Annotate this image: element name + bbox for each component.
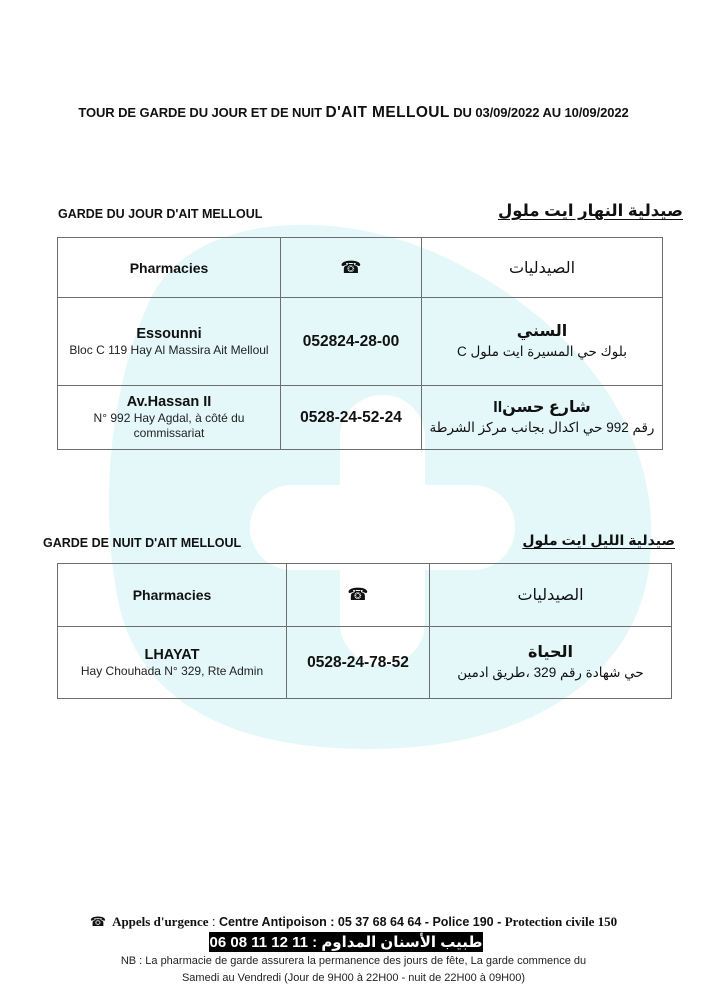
urgence-sep: :: [211, 915, 216, 929]
jour-col-pharmacies-ar: الصيدليات: [422, 238, 663, 298]
telephone-icon: ☎: [340, 257, 362, 277]
pharmacy-cell-ar: [422, 298, 663, 386]
pharmacy-address: Bloc C 119 Hay Al Massira Ait Melloul: [69, 342, 269, 357]
pharmacy-name: Av.Hassan II: [126, 394, 212, 410]
protection-civile-number: Protection civile 150: [504, 914, 618, 929]
title-city: D'AIT MELLOUL: [325, 104, 450, 121]
jour-header-row: [58, 238, 663, 298]
pharmacy-name-ar: شارع حسنII: [493, 399, 591, 416]
pharmacy-address-ar: حي شهادة رقم 329 ،طريق ادمين: [457, 665, 644, 680]
pharmacy-cell-ar: [422, 386, 663, 450]
nuit-col-phone: [287, 564, 430, 627]
phone-cell: [281, 298, 422, 386]
phone-book-icon: ☎: [89, 914, 107, 929]
pharmacy-phone: 052824-28-00: [302, 332, 400, 350]
footnote-line-2: Samedi au Vendredi (Jour de 9H00 à 22H00 - nuit de 22H00 à 09H00): [181, 972, 526, 984]
footnote-line-1: NB : La pharmacie de garde assurera la permanence des jours de fête, La garde commence du: [120, 955, 587, 967]
pharmacy-name-ar: السني: [516, 323, 568, 340]
pharmacy-name: Essounni: [136, 325, 202, 342]
table-row: [58, 298, 663, 386]
phone-cell: [287, 627, 430, 699]
jour-col-pharmacies: Pharmacies: [58, 238, 281, 298]
pharmacy-name-ar: الحياة: [527, 644, 573, 661]
pharmacy-phone: 0528-24-78-52: [307, 653, 409, 671]
jour-col-phone: [281, 238, 422, 298]
nuit-heading-ar: صيدلية الليل ايت ملول: [522, 532, 675, 548]
jour-table: [57, 237, 663, 450]
pharmacy-phone: 0528-24-52-24: [300, 408, 402, 426]
nuit-header-row: [58, 564, 672, 627]
table-row: [58, 386, 663, 450]
police-number: Police 190 -: [432, 915, 502, 929]
pharmacy-cell: [58, 386, 281, 450]
pharmacy-address-ar: بلوك حي المسيرة ايت ملول C: [457, 344, 627, 359]
footnote: [70, 953, 637, 987]
dentist-text: طبيب الأسنان المداوم : 11 12 11 08 06: [209, 934, 483, 951]
jour-heading-ar: صيدلية النهار ايت ملول: [497, 202, 683, 220]
antipoison-number: Centre Antipoison : 05 37 68 64 64 -: [218, 915, 429, 929]
pharmacy-cell-ar: [430, 627, 672, 699]
pharmacy-name: LHAYAT: [144, 646, 200, 663]
urgence-label: Appels d'urgence: [112, 914, 209, 929]
nuit-table: [57, 563, 672, 699]
pharmacy-cell: [58, 627, 287, 699]
title-period: DU 03/09/2022 AU 10/09/2022: [453, 105, 629, 120]
pharmacy-cell: [58, 298, 281, 386]
nuit-col-pharmacies-ar: الصيدليات: [430, 564, 672, 627]
telephone-icon: ☎: [347, 585, 369, 604]
phone-cell: [281, 386, 422, 450]
table-row: [58, 627, 672, 699]
nuit-col-pharmacies: Pharmacies: [58, 564, 287, 627]
title-prefix: TOUR DE GARDE DU JOUR ET DE NUIT: [78, 105, 322, 120]
emergency-calls: [0, 914, 707, 930]
dentist-on-duty: [209, 932, 483, 952]
pharmacy-address-ar: رقم 992 حي اكدال بجانب مركز الشرطة: [429, 420, 655, 435]
nuit-heading-fr: GARDE DE NUIT D'AIT MELLOUL: [43, 536, 242, 550]
pharmacy-address: N° 992 Hay Agdal, à côté du commissariat: [93, 411, 245, 440]
jour-heading-fr: GARDE DU JOUR D'AIT MELLOUL: [58, 207, 263, 221]
pharmacy-address: Hay Chouhada N° 329, Rte Admin: [80, 663, 264, 678]
page-title: [0, 104, 707, 122]
